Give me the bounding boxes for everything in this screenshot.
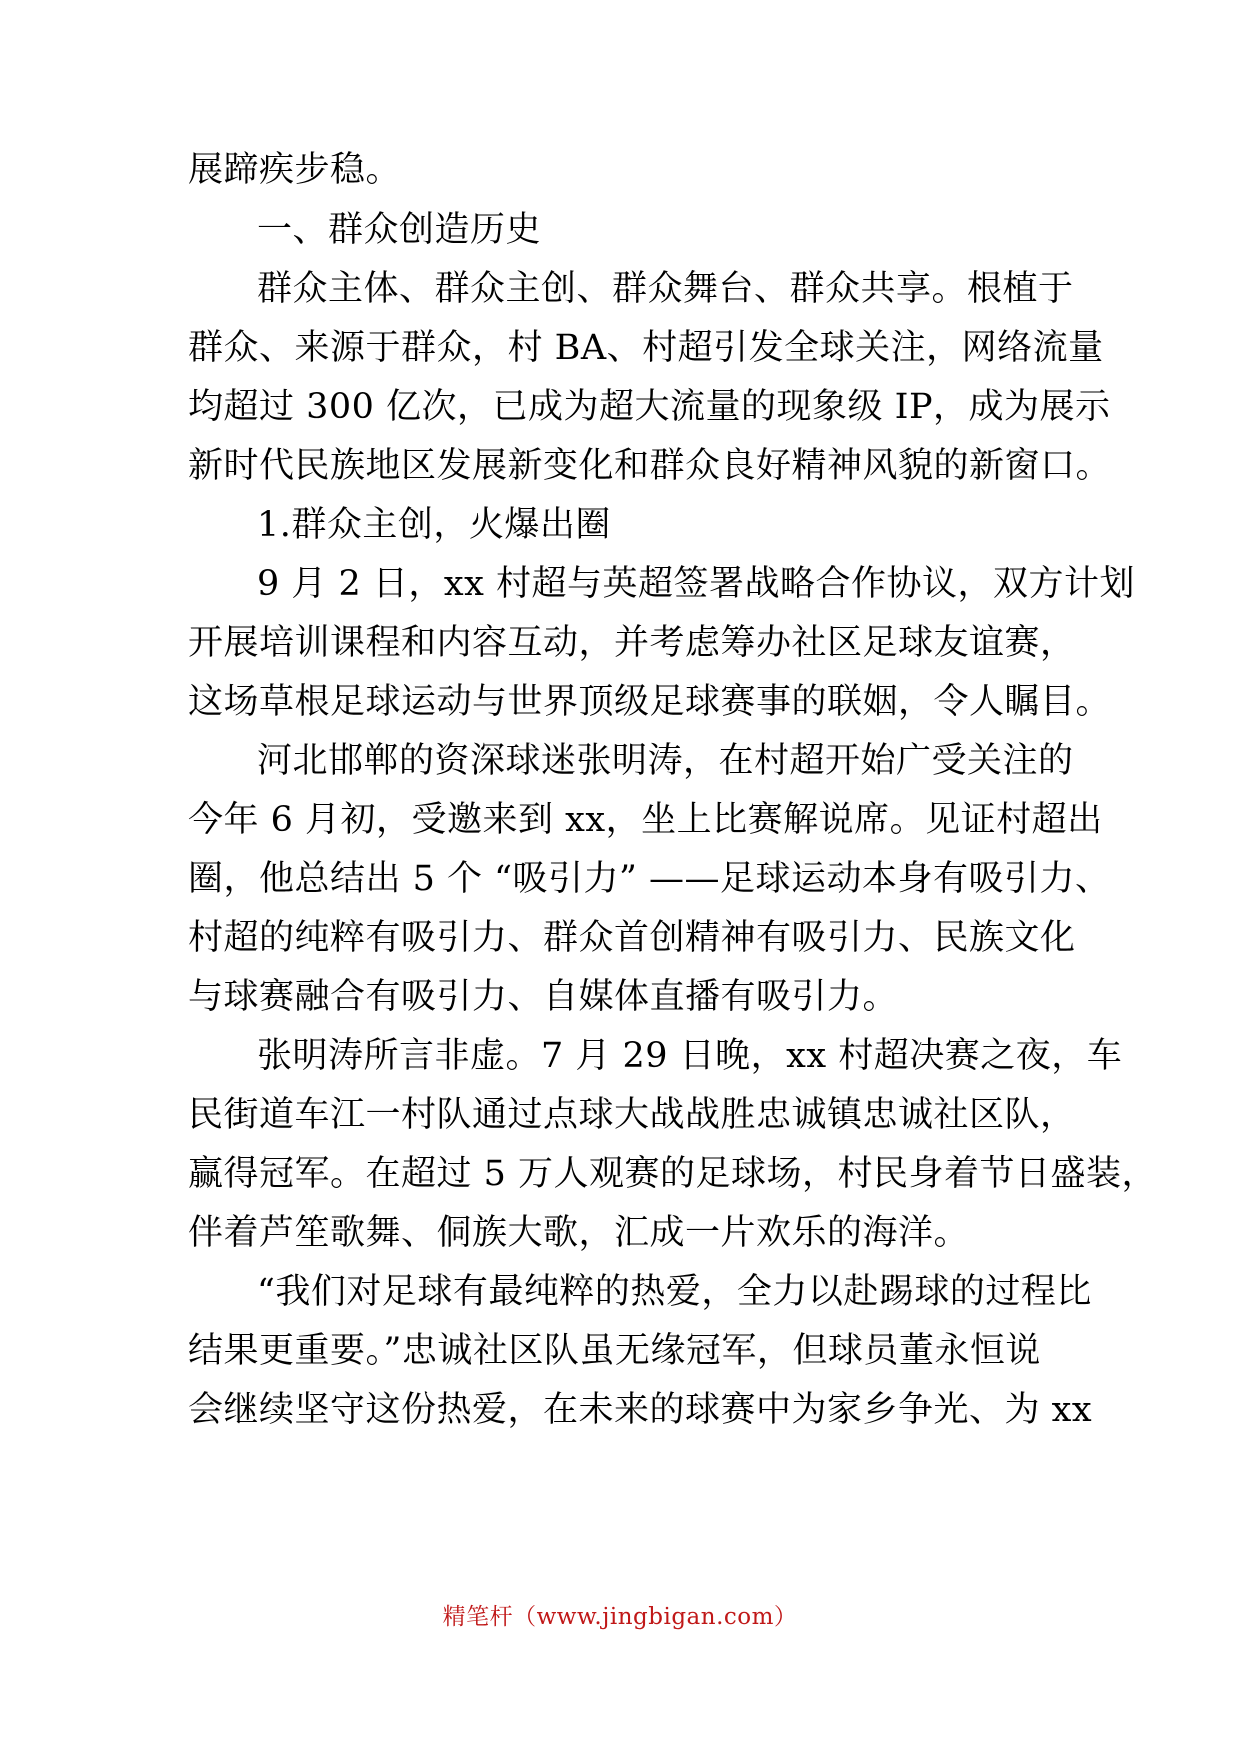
text-line: 民街道车江一村队通过点球大战战胜忠诚镇忠诚社区队， (188, 1095, 1076, 1135)
text-line: 新时代民族地区发展新变化和群众良好精神风貌的新窗口。 (188, 446, 1112, 486)
text-line: 伴着芦笙歌舞、侗族大歌，汇成一片欢乐的海洋。 (188, 1213, 970, 1253)
text-line: 村超的纯粹有吸引力、群众首创精神有吸引力、民族文化 (188, 918, 1076, 958)
text-line: 均超过 300 亿次，已成为超大流量的现象级 IP，成为展示 (188, 387, 1111, 427)
footer-watermark: 精笔杆（www.jingbigan.com） (442, 1604, 798, 1630)
text-line: 结果更重要。”忠诚社区队虽无缘冠军，但球员董永恒说 (188, 1331, 1041, 1371)
text-line: “我们对足球有最纯粹的热爱，全力以赴踢球的过程比 (257, 1272, 1092, 1312)
text-line: 会继续坚守这份热爱，在未来的球赛中为家乡争光、为 xx (188, 1390, 1093, 1430)
subsection-heading: 1.群众主创，火爆出圈 (257, 505, 611, 545)
text-line: 今年 6 月初，受邀来到 xx，坐上比赛解说席。见证村超出 (188, 800, 1103, 840)
text-line: 张明涛所言非虚。7 月 29 日晚，xx 村超决赛之夜，车 (257, 1036, 1123, 1076)
section-heading: 一、群众创造历史 (257, 210, 542, 250)
text-line: 群众主体、群众主创、群众舞台、群众共享。根植于 (257, 269, 1074, 309)
text-line: 与球赛融合有吸引力、自媒体直播有吸引力。 (188, 977, 899, 1017)
text-line: 赢得冠军。在超过 5 万人观赛的足球场，村民身着节日盛装， (188, 1154, 1158, 1194)
text-line: 这场草根足球运动与世界顶级足球赛事的联姻，令人瞩目。 (188, 682, 1112, 722)
text-line: 开展培训课程和内容互动，并考虑筹办社区足球友谊赛， (188, 623, 1076, 663)
text-line: 群众、来源于群众，村 BA、村超引发全球关注，网络流量 (188, 328, 1104, 368)
text-line: 河北邯郸的资深球迷张明涛，在村超开始广受关注的 (257, 741, 1074, 781)
text-line: 展蹄疾步稳。 (188, 150, 402, 190)
text-line: 圈，他总结出 5 个 “吸引力” ——足球运动本身有吸引力、 (188, 859, 1111, 899)
text-line: 9 月 2 日，xx 村超与英超签署战略合作协议，双方计划 (257, 564, 1136, 604)
